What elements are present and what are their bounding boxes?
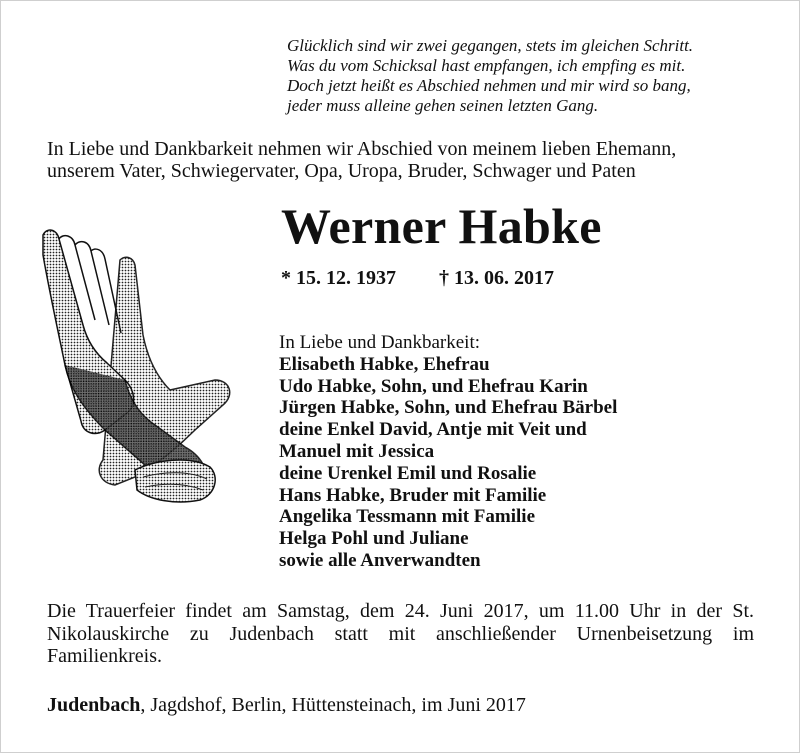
poem-line: Glücklich sind wir zwei gegangen, stets im gleichen Schritt. [287, 36, 694, 55]
praying-hands-icon [25, 215, 250, 505]
mourners-list [279, 332, 779, 572]
birth-date: * 15. 12. 1937 [281, 267, 396, 289]
mourners-lead: In Liebe und Dankbarkeit: [279, 332, 481, 353]
intro-line: In Liebe und Dankbarkeit nehmen wir Abschied von meinem lieben Ehemann, [47, 138, 677, 160]
poem-line: jeder muss alleine gehen seinen letzten Gang. [287, 96, 599, 115]
deceased-name: Werner Habke [281, 198, 602, 254]
mourner: Elisabeth Habke, Ehefrau [279, 353, 490, 375]
place-date-line [47, 694, 767, 716]
intro-text [47, 138, 767, 182]
mourner: Udo Habke, Sohn, und Ehefrau Karin [279, 375, 588, 397]
mourner: Manuel mit Jessica [279, 440, 435, 462]
place-rest: , Jagdshof, Berlin, Hüttensteinach, im Juni 2017 [140, 694, 526, 716]
death-date: † 13. 06. 2017 [439, 267, 554, 289]
mourner: deine Urenkel Emil und Rosalie [279, 462, 537, 484]
place-town: Judenbach [47, 694, 141, 716]
poem-line: Doch jetzt heißt es Abschied nehmen und mir wird so bang, [287, 76, 691, 95]
mourner: Helga Pohl und Juliane [279, 528, 469, 550]
intro-line: unserem Vater, Schwiegervater, Opa, Uropa, Bruder, Schwager und Paten [47, 160, 636, 182]
service-details: Die Trauerfeier findet am Samstag, dem 24. Juni 2017, um 11.00 Uhr in der St. Nikolauskirche zu Judenbach statt mit anschließender Urnenbeisetzung im Familienkreis. [47, 600, 754, 667]
mourner: Hans Habke, Bruder mit Familie [279, 484, 547, 506]
mourner: Angelika Tessmann mit Familie [279, 506, 535, 528]
mourner: Jürgen Habke, Sohn, und Ehefrau Bärbel [279, 397, 618, 419]
life-dates [281, 266, 554, 290]
mourner: deine Enkel David, Antje mit Veit und [279, 419, 587, 441]
poem [287, 36, 767, 116]
mourner: sowie alle Anverwandten [279, 549, 481, 571]
poem-line: Was du vom Schicksal hast empfangen, ich empfing es mit. [287, 56, 686, 75]
